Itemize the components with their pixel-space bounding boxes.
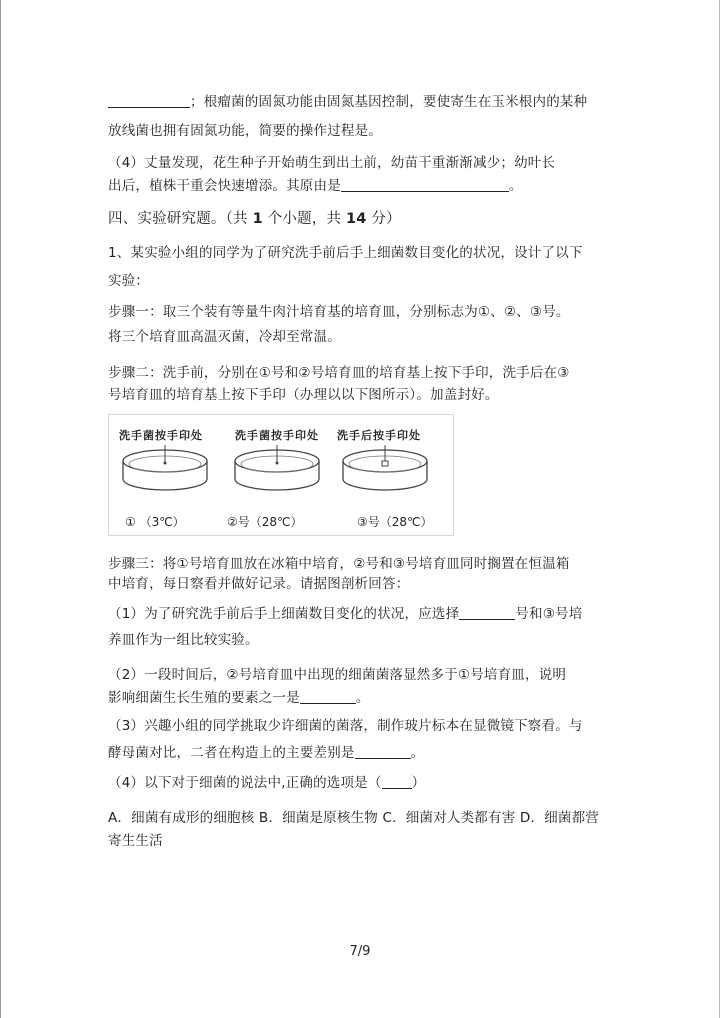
petri-dish-2-icon [231,443,323,499]
answer-blank [300,689,356,704]
step3-line1: 步骤三：将①号培育皿放在冰箱中培育，②号和③号培育皿同时搁置在恒温箱 [108,556,570,572]
step2-line2: 号培育皿的培育基上按下手印（办理以以下图所示）。加盖封好。 [108,387,499,403]
q-prev-line2: 放线菌也拥有固氮功能，简要的操作过程是。 [108,123,382,139]
question-1: （1）为了研究洗手前后手上细菌数目变化的状况，应选择 号和③号培 [108,606,583,622]
answer-blank [341,177,509,192]
dish2-label: 洗手菌按手印处 [235,429,319,442]
dish2-caption: ②号（28℃） [227,515,303,529]
question-1-line2: 养皿作为一组比较实验。 [108,632,259,648]
question-3-line2: 酵母菌对比，二者在构造上的主要差别是 。 [108,745,425,761]
step1-line1: 步骤一：取三个装有等量牛肉汁培育基的培育皿，分别标志为①、②、③号。 [108,304,570,320]
petri-dish-3-icon [339,443,431,499]
question-2-line1: （2）一段时间后，②号培育皿中出现的细菌菌落显然多于①号培育皿，说明 [108,667,567,683]
step1-line2: 将三个培育皿高温灭菌，冷却至常温。 [108,329,341,345]
q4-line2: 出后，植株干重会快速增添。其原由是 。 [108,178,523,194]
answer-blank [382,774,412,789]
exp-intro-line1: 1、某实验小组的同学为了研究洗手前后手上细菌数目变化的状况，设计了以下 [108,245,583,261]
dish1-caption: ① （3℃） [125,515,185,529]
page-left-edge [0,0,1,1018]
page-number: 7/9 [349,944,371,959]
answer-blank [108,93,190,108]
dish3-label: 洗手后按手印处 [337,429,421,442]
petri-dish-figure [108,414,454,536]
step3-line2: 中培育，每日察看并做好记录。请据图剖析回答： [108,576,410,592]
options-line1: A．细菌有成形的细胞核 B．细菌是原核生物 C．细菌对人类都有害 D．细菌都营 [108,810,599,826]
q4-line1: （4）丈量发现，花生种子开始萌生到出土前，幼苗干重渐渐减少；幼叶长 [108,155,556,171]
answer-blank [459,605,515,620]
options-line2: 寄生生活 [108,833,163,849]
dish3-caption: ③号（28℃） [357,515,433,529]
answer-blank [355,744,411,759]
exp-intro-line2: 实验： [108,273,150,289]
question-3-line1: （3）兴趣小组的同学挑取少许细菌的菌落，制作玻片标本在显微镜下察看。与 [108,718,583,734]
petri-dish-1-icon [119,443,211,499]
question-2-line2: 影响细菌生长生殖的要素之一是 。 [108,690,370,706]
section-title: 四、实验研究题。（共 1 个小题，共 14 分） [108,211,401,227]
question-4-choice: （4）以下对于细菌的说法中,正确的选项是（ ） [108,775,426,791]
step2-line1: 步骤二：洗手前，分别在①号和②号培育皿的培育基上按下手印，洗手后在③ [108,365,570,381]
q-prev-line1: ；根瘤菌的固氮功能由固氮基因控制，要使寄生在玉米根内的某种 [108,92,587,112]
dish1-label: 洗手菌按手印处 [119,429,203,442]
